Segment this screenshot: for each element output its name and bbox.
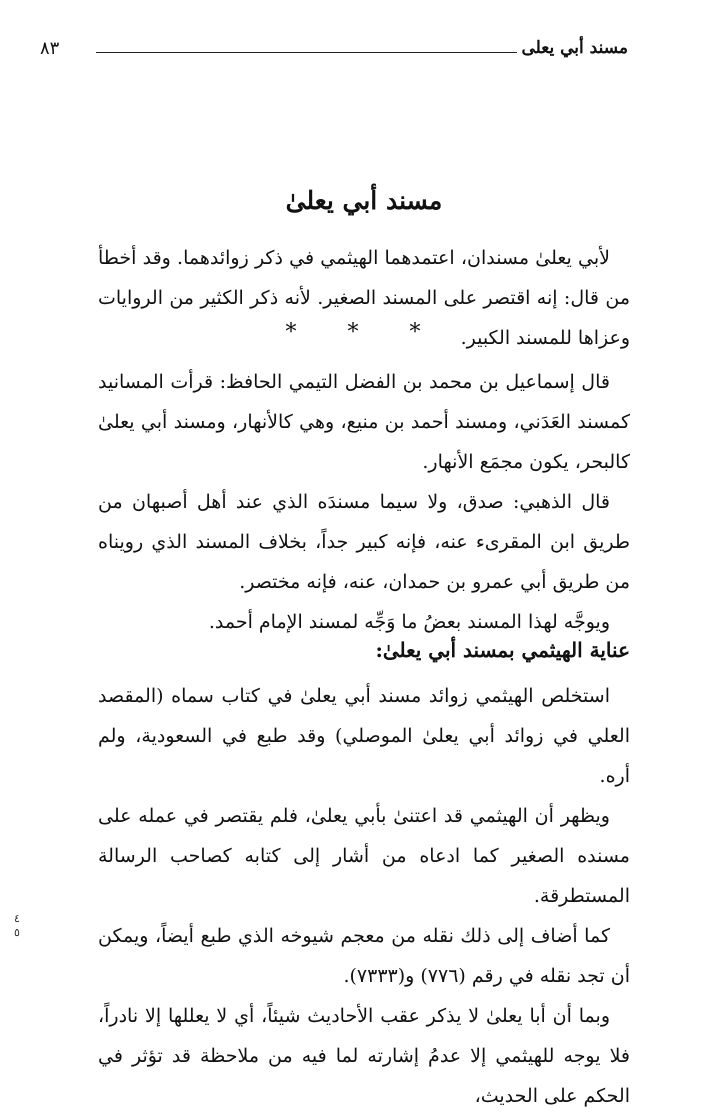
paragraph-tail: وبما أن أبا يعلىٰ لا يذكر عقب الأحاديث شيئاً، أي لا يعللها إلا نادراً، فلا يوجه للهيثمي إلا عدمُ إشارته لما فيه من ملاحظة قد تؤثر في الحكم على الحديث،: [98, 1005, 630, 1107]
body-section-1: [98, 362, 630, 642]
intro-paragraph: لأبي يعلىٰ مسندان، اعتمدهما الهيثمي في ذكر زوائدهما. وقد أخطأ من قال: إنه اقتصر على المسند الصغير. لأنه ذكر الكثير من الروايات وعزاها للمسند الكبير.: [98, 247, 630, 349]
paragraph-critique-note: ويوجَّه لهذا المسند بعضُ ما وَجِّه لمسند الإمام أحمد.: [208, 611, 610, 633]
paragraph-haythami-care: ويظهر أن الهيثمي قد اعتنىٰ بأبي يعلىٰ، فلم يقتصر في عمله على مسنده الصغير كما ادعاه من أشار إلى كتابه كصاحب الرسالة المستطرقة.: [98, 805, 630, 907]
running-header: [92, 36, 628, 58]
body-section-2: [98, 676, 630, 1116]
section-separator: * * *: [285, 320, 443, 345]
running-title: مسند أبي يعلى: [521, 38, 628, 58]
margin-note: ٤ ٥: [14, 912, 20, 939]
paragraph-mujam: كما أضاف إلى ذلك نقله من معجم شيوخه الذي طبع أيضاً، ويمكن أن تجد نقله في رقم (٧٧٦) و(٧٣٣٣).: [98, 925, 630, 987]
page-number: ٨٣: [40, 38, 60, 59]
header-rule: [96, 52, 517, 53]
paragraph-maqsad: استخلص الهيثمي زوائد مسند أبي يعلىٰ في كتاب سماه (المقصد العلي في زوائد أبي يعلىٰ الموصلي) وقد طبع في السعودية، ولم أره.: [98, 685, 630, 787]
paragraph-taymi-quote: قال إسماعيل بن محمد بن الفضل التيمي الحافظ: قرأت المسانيد كمسند العَدَني، ومسند أحمد بن منيع، وهي كالأنهار، ومسند أبي يعلىٰ كالبحر، يكون مجمَع الأنهار.: [98, 371, 630, 473]
paragraph-dhahabi-comment: قال الذهبي: صدق، ولا سيما مسندَه الذي عند أهل أصبهان من طريق ابن المقرىء عنه، فإنه كبير جداً، بخلاف المسند الذي رويناه من طريق أبي عمرو بن حمدان، عنه، فإنه مختصر.: [98, 491, 630, 593]
section-heading: عناية الهيثمي بمسند أبي يعلىٰ:: [375, 638, 630, 662]
chapter-title: مسند أبي يعلىٰ: [285, 186, 443, 215]
